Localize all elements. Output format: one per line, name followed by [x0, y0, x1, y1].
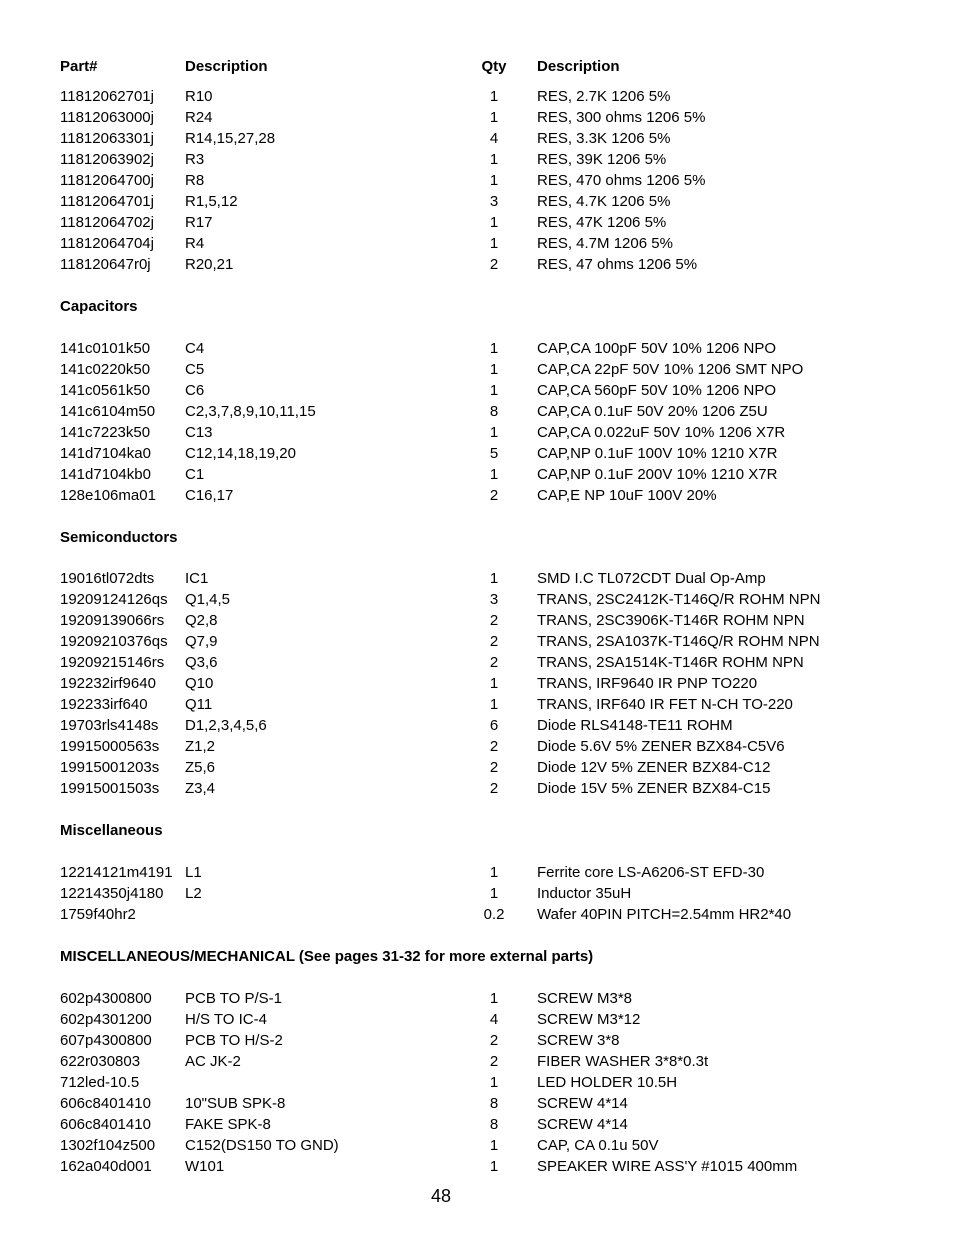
description-cell: SCREW 4*14 [537, 1116, 628, 1133]
reference-cell: C1 [185, 466, 205, 483]
reference-cell: C4 [185, 340, 205, 357]
description-cell: RES, 39K 1206 5% [537, 151, 667, 168]
reference-cell: L1 [185, 864, 202, 881]
description-cell: TRANS, IRF640 IR FET N-CH TO-220 [537, 696, 793, 713]
description-cell: Diode RLS4148-TE11 ROHM [537, 717, 733, 734]
part-number-cell: 19209215146rs [60, 654, 165, 671]
table-row [0, 422, 954, 443]
part-number-cell: 606c8401410 [60, 1095, 151, 1112]
qty-cell: 1 [489, 696, 499, 713]
qty-cell: 5 [489, 445, 499, 462]
description-cell: Diode 12V 5% ZENER BZX84-C12 [537, 759, 771, 776]
qty-cell: 8 [489, 403, 499, 420]
table-row [0, 464, 954, 485]
description-cell: FIBER WASHER 3*8*0.3t [537, 1053, 709, 1070]
qty-cell: 2 [489, 1053, 499, 1070]
table-row [0, 485, 954, 506]
qty-cell: 1 [489, 382, 499, 399]
qty-cell: 4 [489, 130, 499, 147]
reference-cell: AC JK-2 [185, 1053, 241, 1070]
qty-cell: 8 [489, 1095, 499, 1112]
qty-cell: 2 [489, 633, 499, 650]
reference-cell: FAKE SPK-8 [185, 1116, 271, 1133]
table-row [0, 904, 954, 925]
table-row [0, 778, 954, 799]
table-row [0, 1135, 954, 1156]
qty-cell: 1 [489, 214, 499, 231]
description-cell: RES, 47K 1206 5% [537, 214, 667, 231]
header-description-2: Description [537, 58, 620, 75]
table-row [0, 128, 954, 149]
description-cell: RES, 470 ohms 1206 5% [537, 172, 706, 189]
part-number-cell: 602p4300800 [60, 990, 152, 1007]
reference-cell: PCB TO P/S-1 [185, 990, 282, 1007]
table-row [0, 212, 954, 233]
description-cell: Diode 15V 5% ZENER BZX84-C15 [537, 780, 771, 797]
header-qty: Qty [481, 58, 507, 75]
table-row [0, 1156, 954, 1177]
part-number-cell: 192233irf640 [60, 696, 148, 713]
table-row [0, 338, 954, 359]
description-cell: RES, 4.7K 1206 5% [537, 193, 671, 210]
table-row [0, 380, 954, 401]
description-cell: CAP,CA 560pF 50V 10% 1206 NPO [537, 382, 777, 399]
reference-cell: R17 [185, 214, 213, 231]
part-number-cell: 11812064701j [60, 193, 154, 210]
description-cell: SCREW M3*12 [537, 1011, 641, 1028]
reference-cell: C13 [185, 424, 213, 441]
table-row [0, 757, 954, 778]
qty-cell: 1 [489, 864, 499, 881]
part-number-cell: 1759f40hr2 [60, 906, 136, 923]
table-row [0, 359, 954, 380]
reference-cell: R1,5,12 [185, 193, 238, 210]
part-number-cell: 19703rls4148s [60, 717, 159, 734]
table-row [0, 86, 954, 107]
table-row [0, 401, 954, 422]
part-number-cell: 11812063000j [60, 109, 154, 126]
reference-cell: C5 [185, 361, 205, 378]
qty-cell: 1 [489, 172, 499, 189]
reference-cell: R24 [185, 109, 213, 126]
part-number-cell: 141c0561k50 [60, 382, 151, 399]
description-cell: RES, 47 ohms 1206 5% [537, 256, 698, 273]
qty-cell: 1 [489, 990, 499, 1007]
reference-cell: IC1 [185, 570, 209, 587]
description-cell: Ferrite core LS-A6206-ST EFD-30 [537, 864, 765, 881]
qty-cell: 1 [489, 1137, 499, 1154]
description-cell: SCREW M3*8 [537, 990, 633, 1007]
qty-cell: 2 [489, 256, 499, 273]
table-row [0, 715, 954, 736]
qty-cell: 1 [489, 1074, 499, 1091]
page-number: 48 [430, 1186, 452, 1206]
reference-cell: C152(DS150 TO GND) [185, 1137, 339, 1154]
part-number-cell: 622r030803 [60, 1053, 141, 1070]
part-number-cell: 118120647r0j [60, 256, 151, 273]
part-number-cell: 141c6104m50 [60, 403, 156, 420]
description-cell: Diode 5.6V 5% ZENER BZX84-C5V6 [537, 738, 785, 755]
qty-cell: 1 [489, 424, 499, 441]
description-cell: RES, 300 ohms 1206 5% [537, 109, 706, 126]
qty-cell: 8 [489, 1116, 499, 1133]
description-cell: Wafer 40PIN PITCH=2.54mm HR2*40 [537, 906, 792, 923]
section-title: Capacitors [60, 298, 138, 315]
description-cell: RES, 4.7M 1206 5% [537, 235, 673, 252]
reference-cell: R14,15,27,28 [185, 130, 276, 147]
table-row [0, 568, 954, 589]
description-cell: CAP,E NP 10uF 100V 20% [537, 487, 717, 504]
reference-cell: R8 [185, 172, 205, 189]
reference-cell: D1,2,3,4,5,6 [185, 717, 267, 734]
part-number-cell: 19915001503s [60, 780, 160, 797]
description-cell: TRANS, 2SC3906K-T146R ROHM NPN [537, 612, 805, 629]
part-number-cell: 141c0220k50 [60, 361, 151, 378]
part-number-cell: 11812063301j [60, 130, 154, 147]
description-cell: SMD I.C TL072CDT Dual Op-Amp [537, 570, 766, 587]
description-cell: Inductor 35uH [537, 885, 632, 902]
description-cell: SCREW 3*8 [537, 1032, 620, 1049]
table-row [0, 1072, 954, 1093]
table-row [0, 233, 954, 254]
table-row [0, 107, 954, 128]
reference-cell: Z1,2 [185, 738, 216, 755]
table-row [0, 862, 954, 883]
part-number-cell: 19016tl072dts [60, 570, 155, 587]
description-cell: CAP, CA 0.1u 50V [537, 1137, 659, 1154]
qty-cell: 1 [489, 109, 499, 126]
description-cell: TRANS, IRF9640 IR PNP TO220 [537, 675, 758, 692]
part-number-cell: 128e106ma01 [60, 487, 156, 504]
qty-cell: 2 [489, 780, 499, 797]
qty-cell: 2 [489, 759, 499, 776]
table-row [0, 149, 954, 170]
part-number-cell: 19209124126qs [60, 591, 168, 608]
description-cell: CAP,CA 100pF 50V 10% 1206 NPO [537, 340, 777, 357]
part-number-cell: 19209210376qs [60, 633, 168, 650]
description-cell: CAP,NP 0.1uF 200V 10% 1210 X7R [537, 466, 778, 483]
table-row [0, 736, 954, 757]
part-number-cell: 606c8401410 [60, 1116, 151, 1133]
reference-cell: Q7,9 [185, 633, 218, 650]
part-number-cell: 11812064700j [60, 172, 154, 189]
part-number-cell: 162a040d001 [60, 1158, 152, 1175]
reference-cell: R3 [185, 151, 205, 168]
part-number-cell: 141d7104kb0 [60, 466, 151, 483]
part-number-cell: 11812062701j [60, 88, 154, 105]
description-cell: CAP,NP 0.1uF 100V 10% 1210 X7R [537, 445, 778, 462]
table-row [0, 988, 954, 1009]
description-cell: RES, 2.7K 1206 5% [537, 88, 671, 105]
reference-cell: Z3,4 [185, 780, 216, 797]
table-row [0, 1009, 954, 1030]
reference-cell: C16,17 [185, 487, 234, 504]
section-title: MISCELLANEOUS/MECHANICAL (See pages 31-32 for more external parts) [60, 948, 594, 965]
qty-cell: 3 [489, 591, 499, 608]
reference-cell: Q11 [185, 696, 213, 713]
section-title: Miscellaneous [60, 822, 163, 839]
qty-cell: 1 [489, 361, 499, 378]
reference-cell: L2 [185, 885, 202, 902]
part-number-cell: 19915001203s [60, 759, 160, 776]
table-row [0, 1051, 954, 1072]
description-cell: TRANS, 2SA1514K-T146R ROHM NPN [537, 654, 804, 671]
qty-cell: 1 [489, 466, 499, 483]
table-row [0, 1030, 954, 1051]
part-number-cell: 141c0101k50 [60, 340, 151, 357]
reference-cell: R20,21 [185, 256, 234, 273]
qty-cell: 1 [489, 88, 499, 105]
reference-cell: Q10 [185, 675, 214, 692]
qty-cell: 4 [489, 1011, 499, 1028]
qty-cell: 1 [489, 570, 499, 587]
part-number-cell: 19915000563s [60, 738, 160, 755]
description-cell: LED HOLDER 10.5H [537, 1074, 678, 1091]
table-row [0, 1093, 954, 1114]
section-title: Semiconductors [60, 529, 178, 546]
reference-cell: H/S TO IC-4 [185, 1011, 267, 1028]
part-number-cell: 12214121m4191 [60, 864, 173, 881]
reference-cell: R10 [185, 88, 213, 105]
table-header [0, 56, 954, 77]
table-row [0, 652, 954, 673]
qty-cell: 1 [489, 235, 499, 252]
part-number-cell: 141d7104ka0 [60, 445, 151, 462]
table-row [0, 883, 954, 904]
qty-cell: 1 [489, 340, 499, 357]
reference-cell: W101 [185, 1158, 225, 1175]
part-number-cell: 12214350j4180 [60, 885, 164, 902]
table-row [0, 610, 954, 631]
qty-cell: 6 [489, 717, 499, 734]
qty-cell: 2 [489, 487, 499, 504]
table-row [0, 170, 954, 191]
part-number-cell: 11812063902j [60, 151, 154, 168]
description-cell: CAP,CA 0.1uF 50V 20% 1206 Z5U [537, 403, 768, 420]
reference-cell: Z5,6 [185, 759, 216, 776]
part-number-cell: 141c7223k50 [60, 424, 151, 441]
qty-cell: 2 [489, 612, 499, 629]
part-number-cell: 192232irf9640 [60, 675, 156, 692]
qty-cell: 0.2 [483, 906, 505, 923]
reference-cell: Q3,6 [185, 654, 218, 671]
table-row [0, 254, 954, 275]
reference-cell: PCB TO H/S-2 [185, 1032, 283, 1049]
qty-cell: 1 [489, 675, 499, 692]
qty-cell: 1 [489, 1158, 499, 1175]
part-number-cell: 607p4300800 [60, 1032, 152, 1049]
reference-cell: R4 [185, 235, 205, 252]
header-description: Description [185, 58, 268, 75]
part-number-cell: 712led-10.5 [60, 1074, 140, 1091]
description-cell: RES, 3.3K 1206 5% [537, 130, 671, 147]
reference-cell: C6 [185, 382, 205, 399]
qty-cell: 2 [489, 738, 499, 755]
table-row [0, 631, 954, 652]
part-number-cell: 1302f104z500 [60, 1137, 156, 1154]
qty-cell: 2 [489, 654, 499, 671]
reference-cell: Q1,4,5 [185, 591, 231, 608]
part-number-cell: 19209139066rs [60, 612, 165, 629]
header-part-number: Part# [60, 58, 98, 75]
part-number-cell: 11812064702j [60, 214, 154, 231]
table-row [0, 443, 954, 464]
description-cell: TRANS, 2SC2412K-T146Q/R ROHM NPN [537, 591, 821, 608]
table-row [0, 589, 954, 610]
description-cell: CAP,CA 22pF 50V 10% 1206 SMT NPO [537, 361, 804, 378]
description-cell: CAP,CA 0.022uF 50V 10% 1206 X7R [537, 424, 786, 441]
reference-cell: 10"SUB SPK-8 [185, 1095, 286, 1112]
part-number-cell: 602p4301200 [60, 1011, 152, 1028]
reference-cell: C12,14,18,19,20 [185, 445, 296, 462]
qty-cell: 1 [489, 885, 499, 902]
table-row [0, 673, 954, 694]
description-cell: TRANS, 2SA1037K-T146Q/R ROHM NPN [537, 633, 820, 650]
qty-cell: 3 [489, 193, 499, 210]
description-cell: SCREW 4*14 [537, 1095, 628, 1112]
reference-cell: Q2,8 [185, 612, 218, 629]
table-row [0, 694, 954, 715]
qty-cell: 2 [489, 1032, 499, 1049]
reference-cell: C2,3,7,8,9,10,11,15 [185, 403, 316, 420]
description-cell: SPEAKER WIRE ASS'Y #1015 400mm [537, 1158, 798, 1175]
table-row [0, 1114, 954, 1135]
table-row [0, 191, 954, 212]
part-number-cell: 11812064704j [60, 235, 154, 252]
qty-cell: 1 [489, 151, 499, 168]
